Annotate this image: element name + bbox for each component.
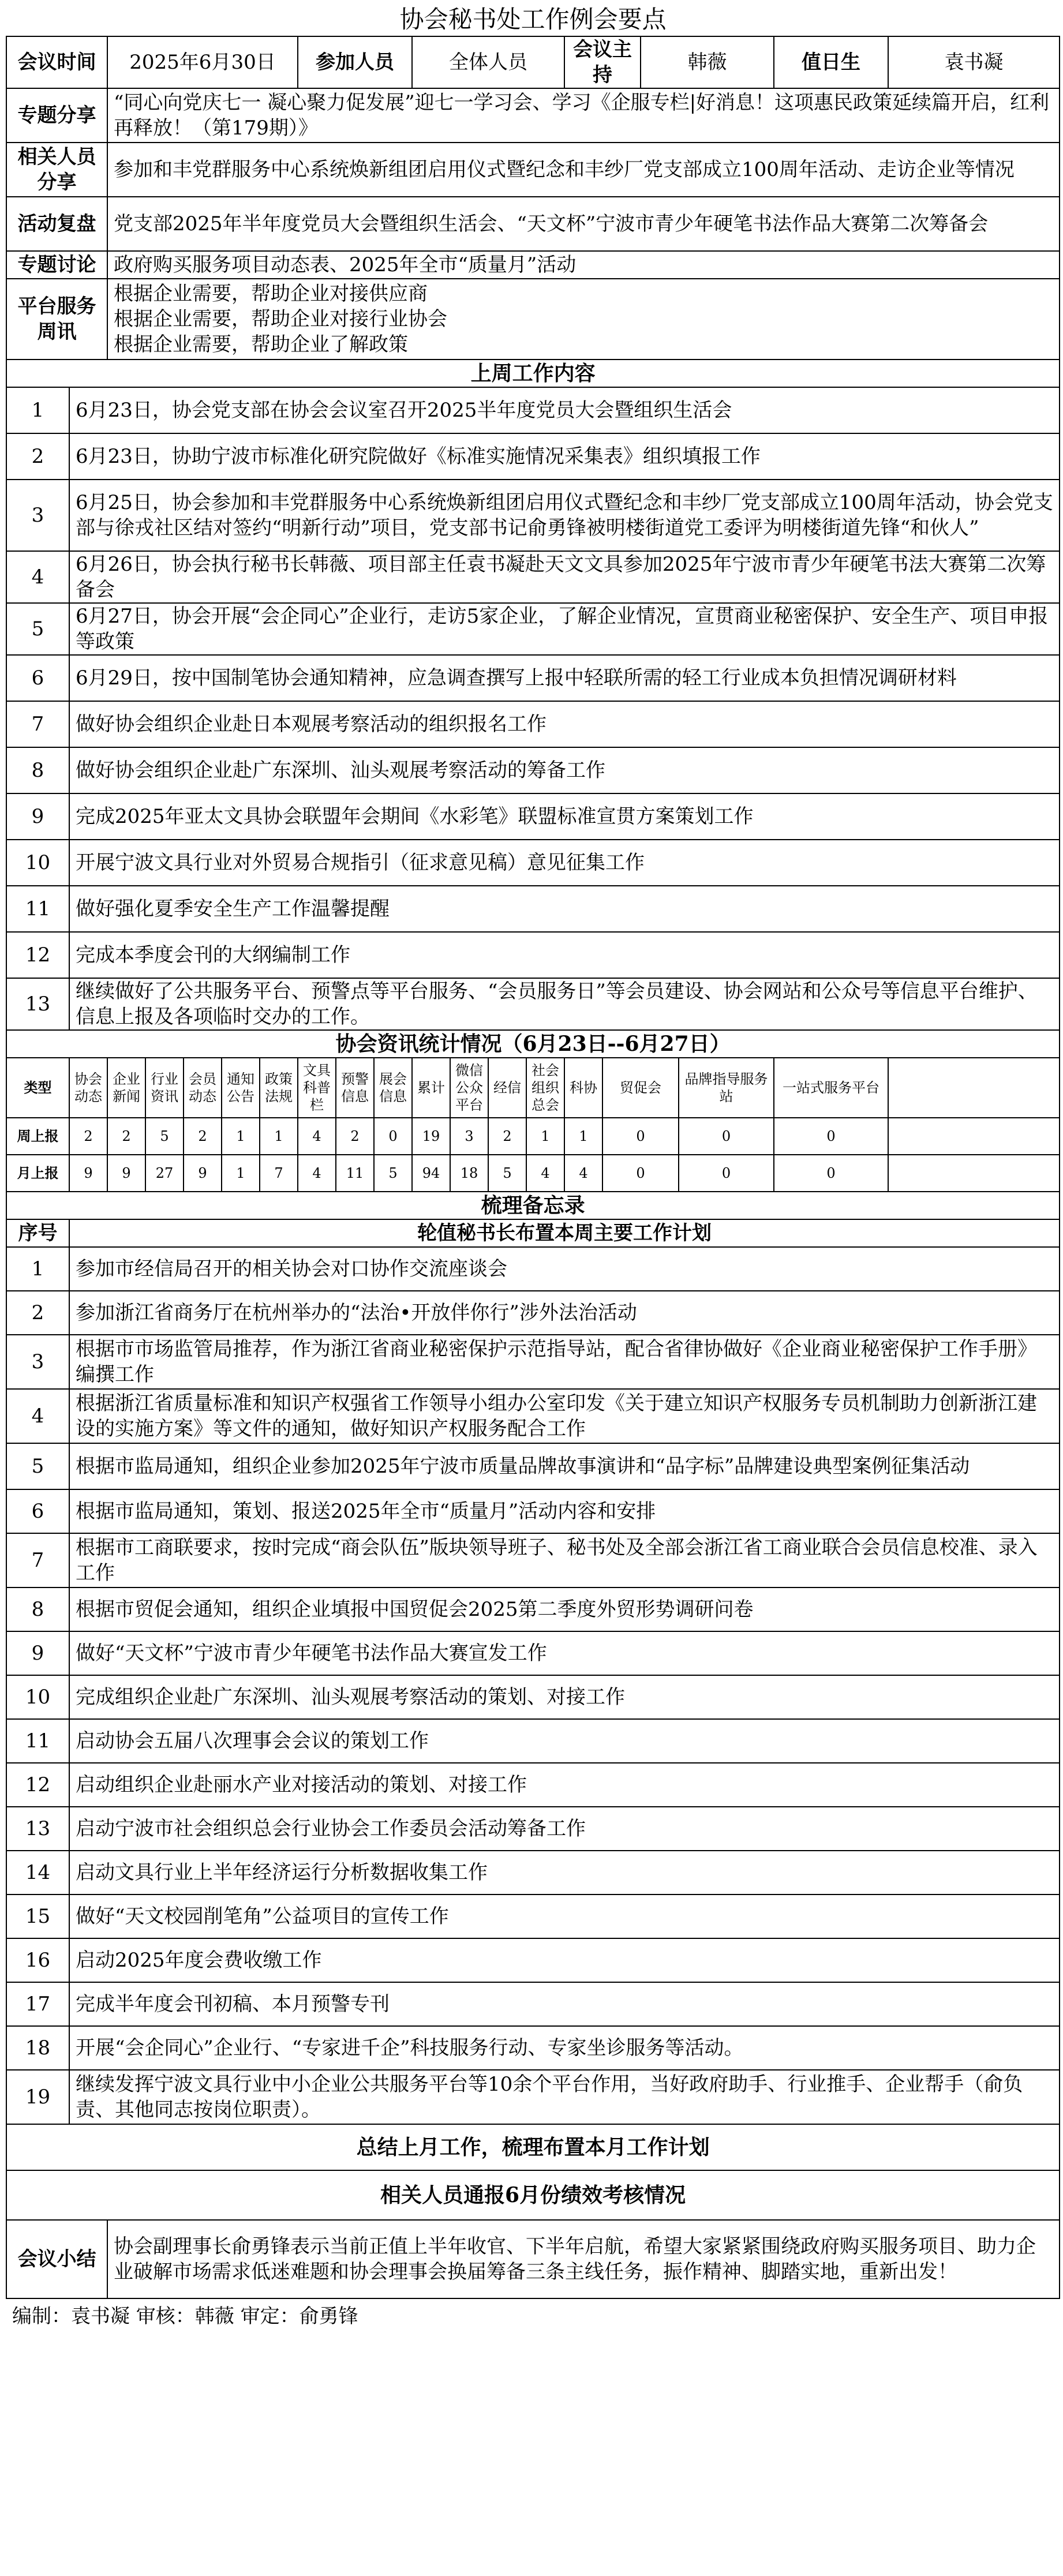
item-number: 8 xyxy=(6,747,69,793)
memo-number: 1 xyxy=(6,1247,69,1291)
memo-text: 根据市监局通知，组织企业参加2025年宁波市质量品牌故事演讲和“品字标”品牌建设典型案例征集活动 xyxy=(69,1443,1060,1489)
item-number: 7 xyxy=(6,701,69,747)
stats-column-header: 协会动态 xyxy=(69,1058,107,1118)
meeting-minutes-sheet xyxy=(6,3,1057,2334)
stats-value: 2 xyxy=(184,1118,222,1155)
host-label: 会议主持 xyxy=(564,36,641,88)
last-week-item xyxy=(6,433,1060,480)
stats-column-header: 品牌指导服务站 xyxy=(679,1058,774,1118)
memo-item xyxy=(6,1291,1060,1335)
conclusion-row xyxy=(6,2220,1060,2298)
stats-value: 3 xyxy=(450,1118,488,1155)
memo-text: 启动协会五届八次理事会会议的策划工作 xyxy=(69,1719,1060,1763)
last-week-item xyxy=(6,701,1060,747)
attendees-label: 参加人员 xyxy=(298,36,412,88)
stats-column-header: 社会组织总会 xyxy=(526,1058,564,1118)
stats-value: 5 xyxy=(374,1155,412,1192)
memo-item xyxy=(6,2070,1060,2124)
item-number: 2 xyxy=(6,433,69,480)
stats-value: 7 xyxy=(260,1155,298,1192)
last-week-item xyxy=(6,747,1060,793)
memo-text: 启动宁波市社会组织总会行业协会工作委员会活动筹备工作 xyxy=(69,1807,1060,1851)
item-number: 11 xyxy=(6,886,69,932)
item-text: 完成本季度会刊的大纲编制工作 xyxy=(69,932,1060,978)
memo-text: 继续发挥宁波文具行业中小企业公共服务平台等10余个平台作用，当好政府助手、行业推手、企业帮手（俞负责、其他同志按岗位职责）。 xyxy=(69,2070,1060,2124)
last-week-item xyxy=(6,655,1060,701)
memo-number: 15 xyxy=(6,1894,69,1938)
summary-row xyxy=(6,2124,1060,2170)
item-number: 5 xyxy=(6,603,69,655)
topic-row xyxy=(6,88,1060,143)
last-week-item xyxy=(6,480,1060,551)
memo-number: 5 xyxy=(6,1443,69,1489)
item-number: 13 xyxy=(6,978,69,1030)
item-text: 6月25日，协会参加和丰党群服务中心系统焕新组团启用仪式暨纪念和丰纱厂党支部成立100周年活动，协会党支部与徐戎社区结对签约“明新行动”项目，党支部书记俞勇锋被明楼街道党工委评为明楼街道先锋“和伙人” xyxy=(69,480,1060,551)
platform-row xyxy=(6,279,1060,360)
stats-value: 18 xyxy=(450,1155,488,1192)
stats-column-header: 预警信息 xyxy=(336,1058,374,1118)
memo-number: 8 xyxy=(6,1587,69,1631)
topic-value: 参加和丰党群服务中心系统焕新组团启用仪式暨纪念和丰纱厂党支部成立100周年活动、走访企业等情况 xyxy=(107,143,1060,197)
item-number: 4 xyxy=(6,551,69,603)
memo-number: 19 xyxy=(6,2070,69,2124)
stats-value: 0 xyxy=(374,1118,412,1155)
memo-header-row xyxy=(6,1192,1060,1219)
stats-value: 4 xyxy=(298,1118,336,1155)
stats-column-header: 政策法规 xyxy=(260,1058,298,1118)
meeting-time-value: 2025年6月30日 xyxy=(107,36,298,88)
stats-value: 1 xyxy=(222,1118,260,1155)
memo-text: 完成半年度会刊初稿、本月预警专刊 xyxy=(69,1982,1060,2026)
stats-column-header: 企业新闻 xyxy=(107,1058,145,1118)
memo-number: 2 xyxy=(6,1291,69,1335)
stats-value: 5 xyxy=(488,1155,526,1192)
stats-column-header: 一站式服务平台 xyxy=(774,1058,888,1118)
plan-label: 轮值秘书长布置本周主要工作计划 xyxy=(69,1219,1060,1247)
stats-value: 2 xyxy=(107,1118,145,1155)
memo-item xyxy=(6,1587,1060,1631)
memo-text: 启动2025年度会费收缴工作 xyxy=(69,1938,1060,1982)
last-week-item xyxy=(6,840,1060,886)
memo-header: 梳理备忘录 xyxy=(6,1192,1060,1219)
last-week-item xyxy=(6,603,1060,655)
topic-label: 专题分享 xyxy=(6,88,107,143)
memo-item xyxy=(6,1489,1060,1533)
memo-number: 11 xyxy=(6,1719,69,1763)
topic-value: 党支部2025年半年度党员大会暨组织生活会、“天文杯”宁波市青少年硬笔书法作品大赛第二次筹备会 xyxy=(107,197,1060,251)
stats-data-row xyxy=(6,1155,1060,1192)
stats-value: 9 xyxy=(184,1155,222,1192)
memo-item xyxy=(6,1982,1060,2026)
stats-column-header: 科协 xyxy=(564,1058,602,1118)
stats-column-header: 微信公众平台 xyxy=(450,1058,488,1118)
memo-item xyxy=(6,1443,1060,1489)
stats-filler xyxy=(888,1058,1060,1118)
item-number: 1 xyxy=(6,387,69,433)
stats-value: 0 xyxy=(602,1118,679,1155)
topic-label: 相关人员分享 xyxy=(6,143,107,197)
platform-line: 根据企业需要，帮助企业了解政策 xyxy=(114,333,408,356)
memo-subheader-row xyxy=(6,1219,1060,1247)
stats-column-header: 文具科普栏 xyxy=(298,1058,336,1118)
topic-label: 专题讨论 xyxy=(6,251,107,279)
stats-column-header: 累计 xyxy=(412,1058,450,1118)
stats-column-header: 经信 xyxy=(488,1058,526,1118)
memo-number: 12 xyxy=(6,1763,69,1807)
last-week-item xyxy=(6,978,1060,1030)
stats-column-header: 行业资讯 xyxy=(145,1058,184,1118)
memo-item xyxy=(6,1851,1060,1894)
item-text: 6月23日，协助宁波市标准化研究院做好《标准实施情况采集表》组织填报工作 xyxy=(69,433,1060,480)
memo-text: 完成组织企业赴广东深圳、汕头观展考察活动的策划、对接工作 xyxy=(69,1675,1060,1719)
stats-value: 2 xyxy=(488,1118,526,1155)
stats-filler xyxy=(888,1155,1060,1192)
stats-header: 协会资讯统计情况（6月23日--6月27日） xyxy=(6,1030,1060,1058)
memo-text: 根据市监局通知，策划、报送2025年全市“质量月”活动内容和安排 xyxy=(69,1489,1060,1533)
last-week-item xyxy=(6,886,1060,932)
item-text: 做好协会组织企业赴日本观展考察活动的组织报名工作 xyxy=(69,701,1060,747)
stats-value: 2 xyxy=(336,1118,374,1155)
stats-value: 11 xyxy=(336,1155,374,1192)
memo-item xyxy=(6,1894,1060,1938)
stats-row-label: 周上报 xyxy=(6,1118,69,1155)
memo-item xyxy=(6,1938,1060,1982)
platform-label: 平台服务周讯 xyxy=(6,279,107,360)
stats-column-header: 展会信息 xyxy=(374,1058,412,1118)
item-number: 6 xyxy=(6,655,69,701)
topic-row xyxy=(6,143,1060,197)
memo-item xyxy=(6,1719,1060,1763)
stats-value: 1 xyxy=(260,1118,298,1155)
item-text: 完成2025年亚太文具协会联盟年会期间《水彩笔》联盟标准宣贯方案策划工作 xyxy=(69,793,1060,840)
memo-text: 启动文具行业上半年经济运行分析数据收集工作 xyxy=(69,1851,1060,1894)
memo-text: 根据浙江省质量标准和知识产权强省工作领导小组办公室印发《关于建立知识产权服务专员机制助力创新浙江建设的实施方案》等文件的通知，做好知识产权服务配合工作 xyxy=(69,1389,1060,1443)
platform-lines xyxy=(107,279,1060,360)
meeting-time-label: 会议时间 xyxy=(6,36,107,88)
stats-value: 4 xyxy=(564,1155,602,1192)
memo-item xyxy=(6,1335,1060,1389)
stats-value: 0 xyxy=(679,1118,774,1155)
item-text: 继续做好了公共服务平台、预警点等平台服务、“会员服务日”等会员建设、协会网站和公众号等信息平台维护、信息上报及各项临时交办的工作。 xyxy=(69,978,1060,1030)
stats-value: 94 xyxy=(412,1155,450,1192)
platform-line: 根据企业需要，帮助企业对接供应商 xyxy=(114,282,428,305)
memo-text: 根据市贸促会通知，组织企业填报中国贸促会2025第二季度外贸形势调研问卷 xyxy=(69,1587,1060,1631)
stats-columns-row xyxy=(6,1058,1060,1118)
item-text: 6月23日，协会党支部在协会会议室召开2025半年度党员大会暨组织生活会 xyxy=(69,387,1060,433)
stats-data-row xyxy=(6,1118,1060,1155)
perf-header: 相关人员通报6月份绩效考核情况 xyxy=(6,2170,1060,2220)
stats-value: 0 xyxy=(774,1155,888,1192)
host-value: 韩薇 xyxy=(641,36,774,88)
stats-row-label: 月上报 xyxy=(6,1155,69,1192)
memo-item xyxy=(6,1389,1060,1443)
memo-text: 开展“会企同心”企业行、“专家进千企”科技服务行动、专家坐诊服务等活动。 xyxy=(69,2026,1060,2070)
memo-number: 3 xyxy=(6,1335,69,1389)
conclusion-text: 协会副理事长俞勇锋表示当前正值上半年收官、下半年启航，希望大家紧紧围绕政府购买服务项目、助力企业破解市场需求低迷难题和协会理事会换届筹备三条主线任务，振作精神、脚踏实地，重新出发！ xyxy=(107,2220,1060,2298)
memo-item xyxy=(6,1533,1060,1587)
footer-signoff: 编制：袁书凝 审核：韩薇 审定：俞勇锋 xyxy=(12,2305,358,2328)
stats-column-header: 贸促会 xyxy=(602,1058,679,1118)
seq-label: 序号 xyxy=(6,1219,69,1247)
last-week-item xyxy=(6,793,1060,840)
memo-number: 18 xyxy=(6,2026,69,2070)
footer-row xyxy=(6,2298,1060,2334)
memo-number: 7 xyxy=(6,1533,69,1587)
stats-value: 4 xyxy=(526,1155,564,1192)
memo-text: 根据市工商联要求，按时完成“商会队伍”版块领导班子、秘书处及全部会浙江省工商业联合会员信息校准、录入工作 xyxy=(69,1533,1060,1587)
item-text: 6月27日，协会开展“会企同心”企业行，走访5家企业，了解企业情况，宣贯商业秘密保护、安全生产、项目申报等政策 xyxy=(69,603,1060,655)
item-number: 9 xyxy=(6,793,69,840)
stats-header-row xyxy=(6,1030,1060,1058)
last-week-item xyxy=(6,551,1060,603)
duty-value: 袁书凝 xyxy=(888,36,1060,88)
last-week-item xyxy=(6,387,1060,433)
stats-value: 0 xyxy=(679,1155,774,1192)
memo-item xyxy=(6,1763,1060,1807)
stats-value: 9 xyxy=(107,1155,145,1192)
stats-value: 19 xyxy=(412,1118,450,1155)
minutes-table xyxy=(6,3,1060,2334)
memo-number: 6 xyxy=(6,1489,69,1533)
memo-number: 4 xyxy=(6,1389,69,1443)
stats-value: 9 xyxy=(69,1155,107,1192)
memo-text: 做好“天文杯”宁波市青少年硬笔书法作品大赛宣发工作 xyxy=(69,1631,1060,1675)
item-number: 3 xyxy=(6,480,69,551)
memo-text: 启动组织企业赴丽水产业对接活动的策划、对接工作 xyxy=(69,1763,1060,1807)
last-week-header-row xyxy=(6,360,1060,387)
item-number: 10 xyxy=(6,840,69,886)
stats-value: 1 xyxy=(564,1118,602,1155)
topic-row xyxy=(6,197,1060,251)
item-text: 6月29日，按中国制笔协会通知精神，应急调查撰写上报中轻联所需的轻工行业成本负担情况调研材料 xyxy=(69,655,1060,701)
memo-item xyxy=(6,1807,1060,1851)
stats-value: 2 xyxy=(69,1118,107,1155)
topic-value: 政府购买服务项目动态表、2025年全市“质量月”活动 xyxy=(107,251,1060,279)
memo-text: 根据市市场监管局推荐，作为浙江省商业秘密保护示范指导站，配合省律协做好《企业商业秘密保护工作手册》编撰工作 xyxy=(69,1335,1060,1389)
page-title: 协会秘书处工作例会要点 xyxy=(399,5,667,33)
last-week-header: 上周工作内容 xyxy=(6,360,1060,387)
memo-text: 做好“天文校园削笔角”公益项目的宣传工作 xyxy=(69,1894,1060,1938)
stats-value: 0 xyxy=(602,1155,679,1192)
duty-label: 值日生 xyxy=(774,36,888,88)
stats-value: 1 xyxy=(526,1118,564,1155)
stats-type-label: 类型 xyxy=(6,1058,69,1118)
memo-number: 13 xyxy=(6,1807,69,1851)
topic-row xyxy=(6,251,1060,279)
stats-value: 0 xyxy=(774,1118,888,1155)
item-text: 6月26日，协会执行秘书长韩薇、项目部主任袁书凝赴天文文具参加2025年宁波市青少年硬笔书法大赛第二次筹备会 xyxy=(69,551,1060,603)
meeting-info-row xyxy=(6,36,1060,88)
item-text: 做好协会组织企业赴广东深圳、汕头观展考察活动的筹备工作 xyxy=(69,747,1060,793)
item-text: 做好强化夏季安全生产工作温馨提醒 xyxy=(69,886,1060,932)
stats-value: 5 xyxy=(145,1118,184,1155)
memo-number: 17 xyxy=(6,1982,69,2026)
stats-value: 4 xyxy=(298,1155,336,1192)
item-text: 开展宁波文具行业对外贸易合规指引（征求意见稿）意见征集工作 xyxy=(69,840,1060,886)
title-row xyxy=(6,3,1060,36)
memo-item xyxy=(6,1631,1060,1675)
attendees-value: 全体人员 xyxy=(412,36,564,88)
platform-line: 根据企业需要，帮助企业对接行业协会 xyxy=(114,308,447,331)
topic-value: “同心向党庆七一 凝心聚力促发展”迎七一学习会、学习《企服专栏|好消息！这项惠民政策延续篇开启，红利再释放！（第179期）》 xyxy=(107,88,1060,143)
memo-number: 14 xyxy=(6,1851,69,1894)
memo-item xyxy=(6,1247,1060,1291)
item-number: 12 xyxy=(6,932,69,978)
memo-item xyxy=(6,1675,1060,1719)
stats-value: 27 xyxy=(145,1155,184,1192)
memo-number: 10 xyxy=(6,1675,69,1719)
stats-filler xyxy=(888,1118,1060,1155)
stats-column-header: 通知公告 xyxy=(222,1058,260,1118)
topic-label: 活动复盘 xyxy=(6,197,107,251)
memo-item xyxy=(6,2026,1060,2070)
memo-text: 参加市经信局召开的相关协会对口协作交流座谈会 xyxy=(69,1247,1060,1291)
conclusion-label: 会议小结 xyxy=(6,2220,107,2298)
stats-column-header: 会员动态 xyxy=(184,1058,222,1118)
memo-number: 16 xyxy=(6,1938,69,1982)
perf-row xyxy=(6,2170,1060,2220)
memo-number: 9 xyxy=(6,1631,69,1675)
summary-header: 总结上月工作，梳理布置本月工作计划 xyxy=(6,2124,1060,2170)
stats-value: 1 xyxy=(222,1155,260,1192)
last-week-item xyxy=(6,932,1060,978)
memo-text: 参加浙江省商务厅在杭州举办的“法治•开放伴你行”涉外法治活动 xyxy=(69,1291,1060,1335)
